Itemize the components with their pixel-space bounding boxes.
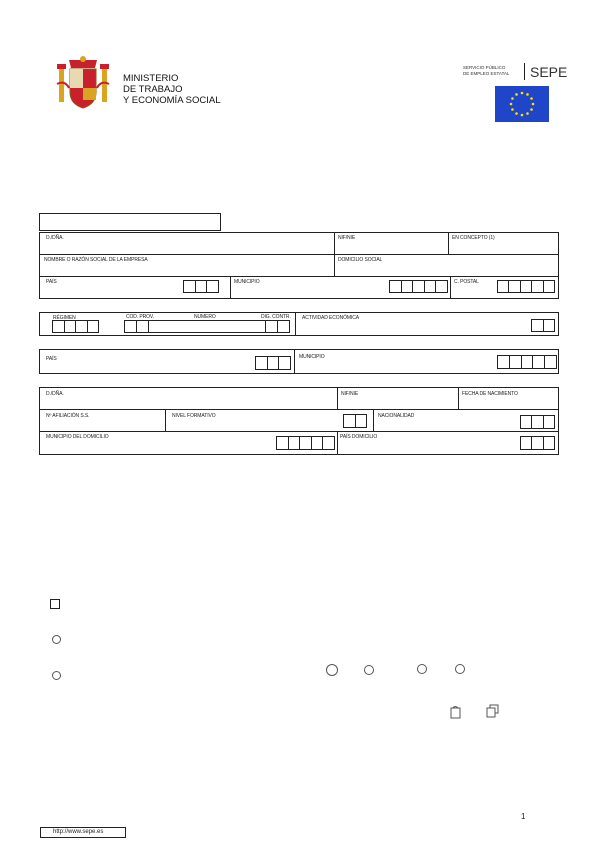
municipio-domicilio-label: MUNICIPIO DEL DOMICILIO [46,434,109,440]
nacionalidad-label: NACIONALIDAD [378,413,415,419]
ccc-number-field[interactable] [124,320,290,333]
numero-label: NUMERO [194,314,216,320]
workplace-municipio-field[interactable] [497,355,557,369]
declaration-checkbox[interactable] [50,599,60,609]
worker-nif-nie-label: NIF/NIE [341,391,359,397]
eu-star [521,92,524,95]
choice-radio-b[interactable] [364,665,374,675]
eu-flag-icon [495,86,549,122]
pais-domicilio-field[interactable] [520,436,555,450]
workplace-block [39,349,559,374]
choice-radio-d[interactable] [455,664,465,674]
domicilio-social-label: DOMICILIO SOCIAL [338,257,383,263]
sepe-logo [460,62,574,82]
municipio-label: MUNICIPIO [234,279,260,285]
eu-star [510,103,513,106]
nivel-formativo-field[interactable] [343,414,367,428]
document-icon[interactable] [450,705,462,719]
regimen-field[interactable] [52,320,99,333]
en-concepto-label: EN CONCEPTO (1) [452,235,495,241]
option-radio-1[interactable] [52,635,61,644]
cod-prov-label: COD. PROV. [126,314,154,320]
fecha-nacimiento-label: FECHA DE NACIMIENTO [462,391,518,397]
afiliacion-label: Nº AFILIACIÓN S.S. [46,413,90,419]
actividad-label: ACTIVIDAD ECONÓMICA [302,315,359,321]
sepe-brand: SEPE [530,64,568,80]
pais-code-field[interactable] [183,280,219,293]
company-block [39,232,559,299]
footer-url-text: http://www.sepe.es [53,829,104,835]
copy-icon[interactable] [486,704,500,718]
eu-star [515,93,518,96]
municipio-code-field[interactable] [389,280,448,293]
option-radio-2[interactable] [52,671,61,680]
eu-star [515,112,518,115]
actividad-field[interactable] [531,319,555,332]
choice-radio-c[interactable] [417,664,427,674]
nacionalidad-field[interactable] [520,415,555,429]
eu-star [530,97,533,100]
eu-star [511,97,514,100]
worker-d-dna-label: D./DÑA. [46,391,64,397]
workplace-pais-field[interactable] [255,356,291,370]
worker-block [39,387,559,455]
nivel-formativo-label: NIVEL FORMATIVO [172,413,216,419]
top-blank-field[interactable] [39,213,221,231]
c-postal-field[interactable] [497,280,555,293]
pais-domicilio-label: PAÍS DOMICILIO [340,434,378,440]
eu-star [530,108,533,111]
nif-nie-label: NIF/NIE [338,235,356,241]
dig-contr-label: DIG. CONTR. [261,314,291,320]
d-dna-label: D./DÑA. [46,235,64,241]
company-name-label: NOMBRE O RAZÓN SOCIAL DE LA EMPRESA [44,257,148,263]
eu-star [511,108,514,111]
eu-star [526,93,529,96]
regimen-label: RÉGIMEN [53,315,76,321]
ministry-logo [55,54,230,114]
workplace-pais-label: PAÍS [46,356,57,362]
sepe-subtitle: SERVICIO PÚBLICO DE EMPLEO ESTATAL [463,65,510,76]
contribution-account-block [39,312,559,336]
coat-of-arms-icon [55,54,111,112]
ministry-name: MINISTERIO DE TRABAJO Y ECONOMÍA SOCIAL [123,73,221,106]
c-postal-label: C. POSTAL [454,279,479,285]
workplace-municipio-label: MUNICIPIO [299,354,325,360]
choice-radio-a[interactable] [326,664,338,676]
footer-url[interactable] [40,827,126,838]
eu-star [532,103,535,106]
municipio-domicilio-field[interactable] [276,436,335,450]
eu-star [526,112,529,115]
eu-star [521,114,524,117]
pais-label: PAÍS [46,279,57,285]
page-number: 1 [521,812,526,821]
